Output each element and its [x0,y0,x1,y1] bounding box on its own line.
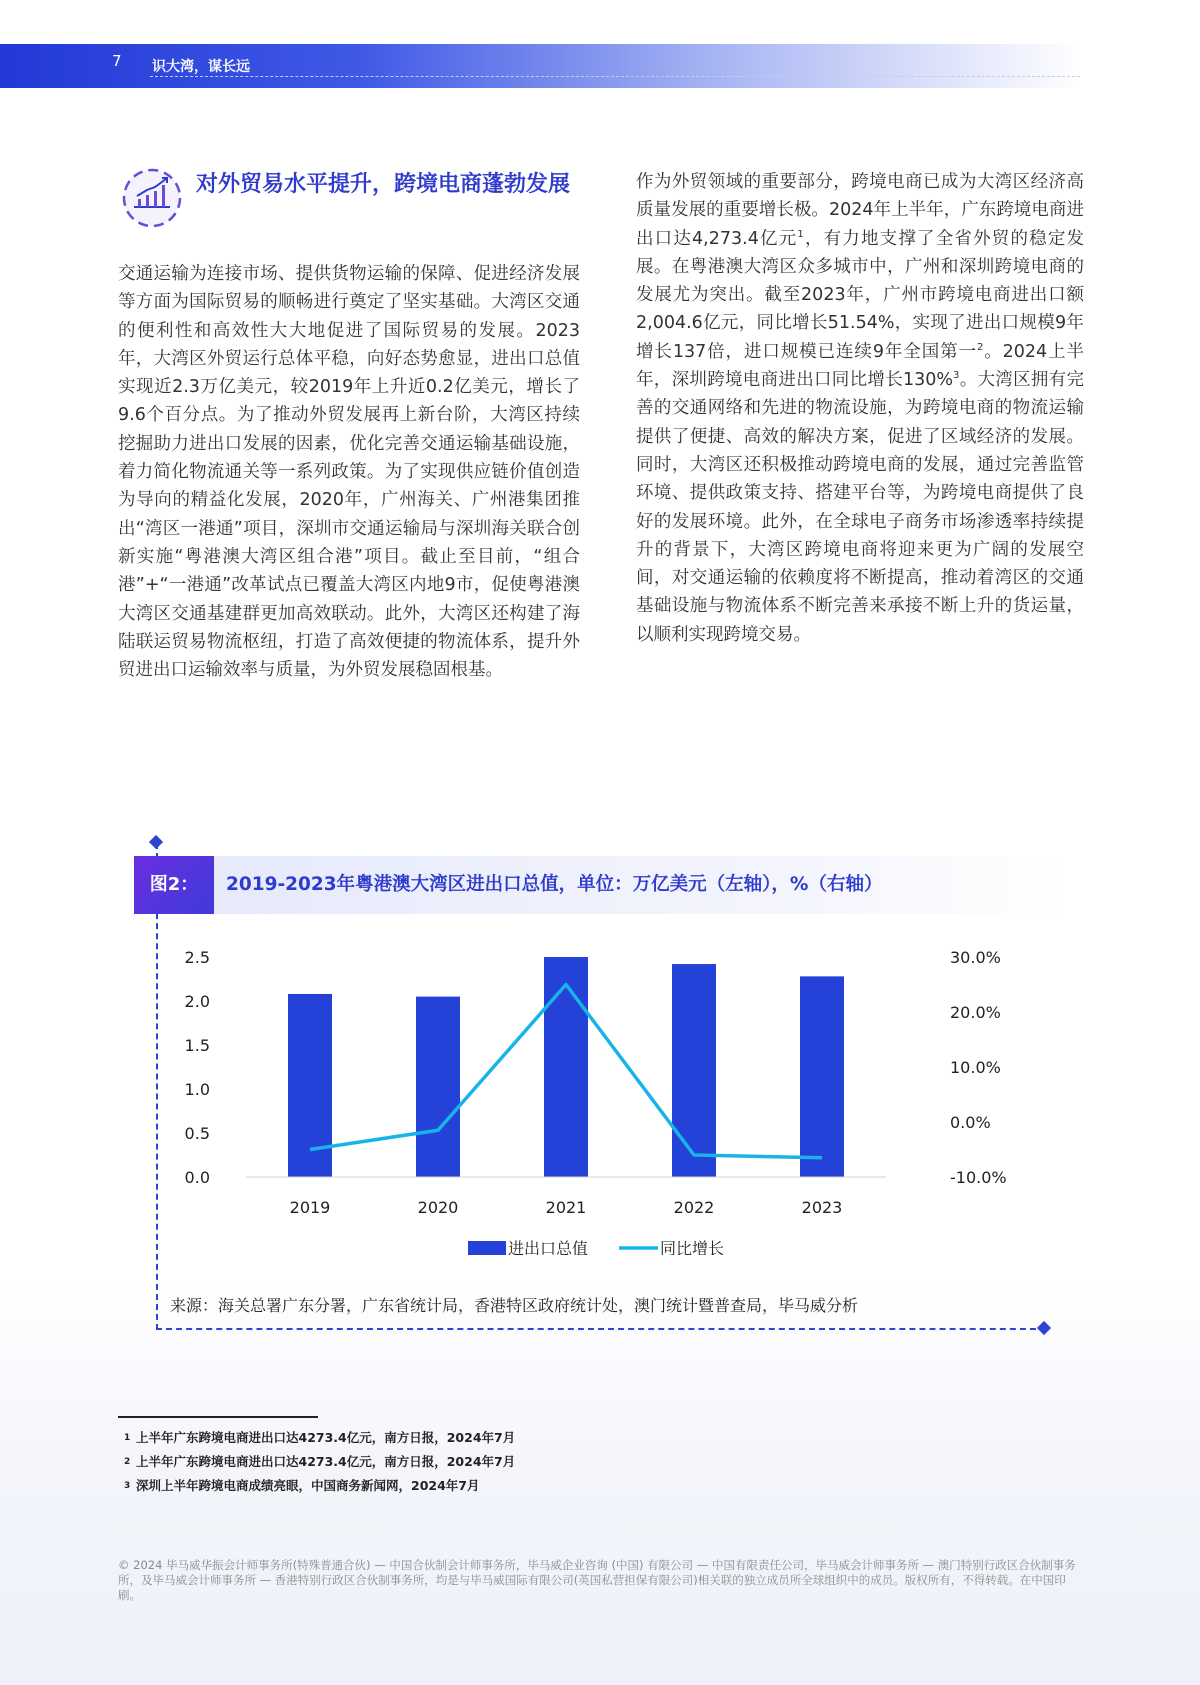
footnote-text: 上半年广东跨境电商进出口达4273.4亿元，南方日报，2024年7月 [136,1454,516,1469]
bar-series [288,957,844,1177]
bar-2021 [544,957,588,1177]
right-axis [950,948,1007,1187]
figure-source: 来源：海关总署广东分署，广东省统计局，香港特区政府统计处，澳门统计暨普查局，毕马威分析 [170,1296,859,1315]
bar-2023 [800,976,844,1177]
bar-2020 [416,997,460,1177]
left-axis [185,948,210,1187]
right-tick-label: -10.0% [950,1168,1007,1187]
left-tick-label: 1.0 [184,1080,210,1099]
legend-bar-label: 进出口总值 [508,1239,589,1255]
left-tick-label: 1.5 [184,1036,210,1055]
bar-chart-growth-icon [118,165,190,231]
footnote-3 [124,1474,515,1498]
trade-value-chart [156,915,1044,1255]
footnotes [124,1426,515,1498]
section-heading: 对外贸易水平提升，跨境电商蓬勃发展 [196,172,571,197]
figure-title: 2019-2023年粤港澳大湾区进出口总值，单位：万亿美元（左轴），%（右轴） [226,874,883,895]
right-tick-label: 20.0% [950,1003,1001,1022]
right-text-part-2: ，有力地支撑了全省外贸的稳定发展。在粤港澳大湾区众多城市中，广州和深圳跨境电商的发展尤为突出。截至2023年，广州市跨境电商进出口额2,004.6亿元，同比增长51.54%，实现了进出口规模9年增长137倍，进口规模已连续9年全国第一 [636,228,1084,362]
chart-legend [468,1239,724,1255]
right-tick-label: 10.0% [950,1058,1001,1077]
copyright-notice: © 2024 毕马威华振会计师事务所(特殊普通合伙) — 中国合伙制会计师事务所，毕马威企业咨询 (中国) 有限公司 — 中国有限责任公司，毕马威会计师事务所 — 澳门特别行政区合伙制事务所，及毕马威会计师事务所 — 香港特别行政区合伙制事务所，均是与毕马威国际有限公司(英国私营担保有限公司)相关联的独立成员所全球组织中的成员。版权所有，不得转载。在中国印刷。 [118,1558,1076,1602]
x-tick-label: 2020 [417,1198,459,1217]
footnote-text: 上半年广东跨境电商进出口达4273.4亿元，南方日报，2024年7月 [136,1430,516,1445]
right-tick-label: 0.0% [950,1113,991,1132]
x-tick-label: 2022 [673,1198,715,1217]
legend-bar-swatch [468,1241,506,1255]
footnote-rule [118,1416,318,1418]
x-axis-labels [290,1198,843,1217]
right-tick-label: 30.0% [950,948,1001,967]
figure-label: 图2： [134,856,214,914]
right-text-part-4: 。大湾区拥有完善的交通网络和先进的物流设施，为跨境电商的物流运输提供了便捷、高效的解决方案，促进了区域经济的发展。同时，大湾区还积极推动跨境电商的发展，通过完善监管环境、提供政策支持、搭建平台等，为跨境电商提供了良好的发展环境。此外，在全球电子商务市场渗透率持续提升的背景下，大湾区跨境电商将迎来更为广阔的发展空间，对交通运输的依赖度将不断提高，推动着湾区的交通基础设施与物流体系不断完善来承接不断上升的货运量，以顺利实现跨境交易。 [636,370,1085,645]
footnote-2 [124,1450,515,1474]
right-column-text [636,168,1084,649]
footnote-text: 深圳上半年跨境电商成绩亮眼，中国商务新闻网，2024年7月 [136,1478,480,1493]
bar-2022 [672,964,716,1177]
footnote-mark: 1 [124,1433,131,1443]
footnote-mark: 3 [124,1481,131,1491]
footnote-1 [124,1426,515,1450]
bar-2019 [288,994,332,1177]
running-title: 识大湾，谋长远 [152,59,250,75]
x-tick-label: 2021 [545,1198,587,1217]
footnote-ref-2[interactable]: 2 [976,341,984,353]
left-tick-label: 0.5 [184,1124,210,1143]
page-number: 7 [112,52,122,70]
legend-line-label: 同比增长 [660,1239,725,1255]
footnote-ref-3[interactable]: 3 [953,370,960,382]
footnote-mark: 2 [124,1457,131,1467]
left-tick-label: 0.0 [184,1168,210,1187]
x-tick-label: 2023 [801,1198,843,1217]
x-tick-label: 2019 [289,1198,331,1217]
footnote-ref-1[interactable]: 1 [797,228,804,240]
right-text-part-1: 作为外贸领域的重要部分，跨境电商已成为大湾区经济高质量发展的重要增长极。2024年上半年，广东跨境电商进出口达4,273.4亿元 [636,172,1084,249]
left-tick-label: 2.0 [184,992,210,1011]
header-divider [150,76,1080,77]
left-column-text: 交通运输为连接市场、提供货物运输的保障、促进经济发展等方面为国际贸易的顺畅进行奠定了坚实基础。大湾区交通的便利性和高效性大大地促进了国际贸易的发展。2023年，大湾区外贸运行总体平稳，向好态势愈显，进出口总值实现近2.3万亿美元，较2019年上升近0.2亿美元，增长了9.6个百分点。为了推动外贸发展再上新台阶，大湾区持续挖掘助力进出口发展的因素，优化完善交通运输基础设施，着力简化物流通关等一系列政策。为了实现供应链价值创造为导向的精益化发展，2020年，广州海关、广州港集团推出“湾区一港通”项目，深圳市交通运输局与深圳海关联合创新实施“粤港澳大湾区组合港”项目。截止至目前，“组合港”+“一港通”改革试点已覆盖大湾区内地9市，促使粤港澳大湾区交通基建群更加高效联动。此外，大湾区还构建了海陆联运贸易物流枢纽，打造了高效便捷的物流体系，提升外贸进出口运输效率与质量，为外贸发展稳固根基。 [118,264,580,681]
right-text-part-3: 。2024上半年，深圳跨境电商进出口同比增长130% [636,341,1084,391]
left-tick-label: 2.5 [184,948,210,967]
